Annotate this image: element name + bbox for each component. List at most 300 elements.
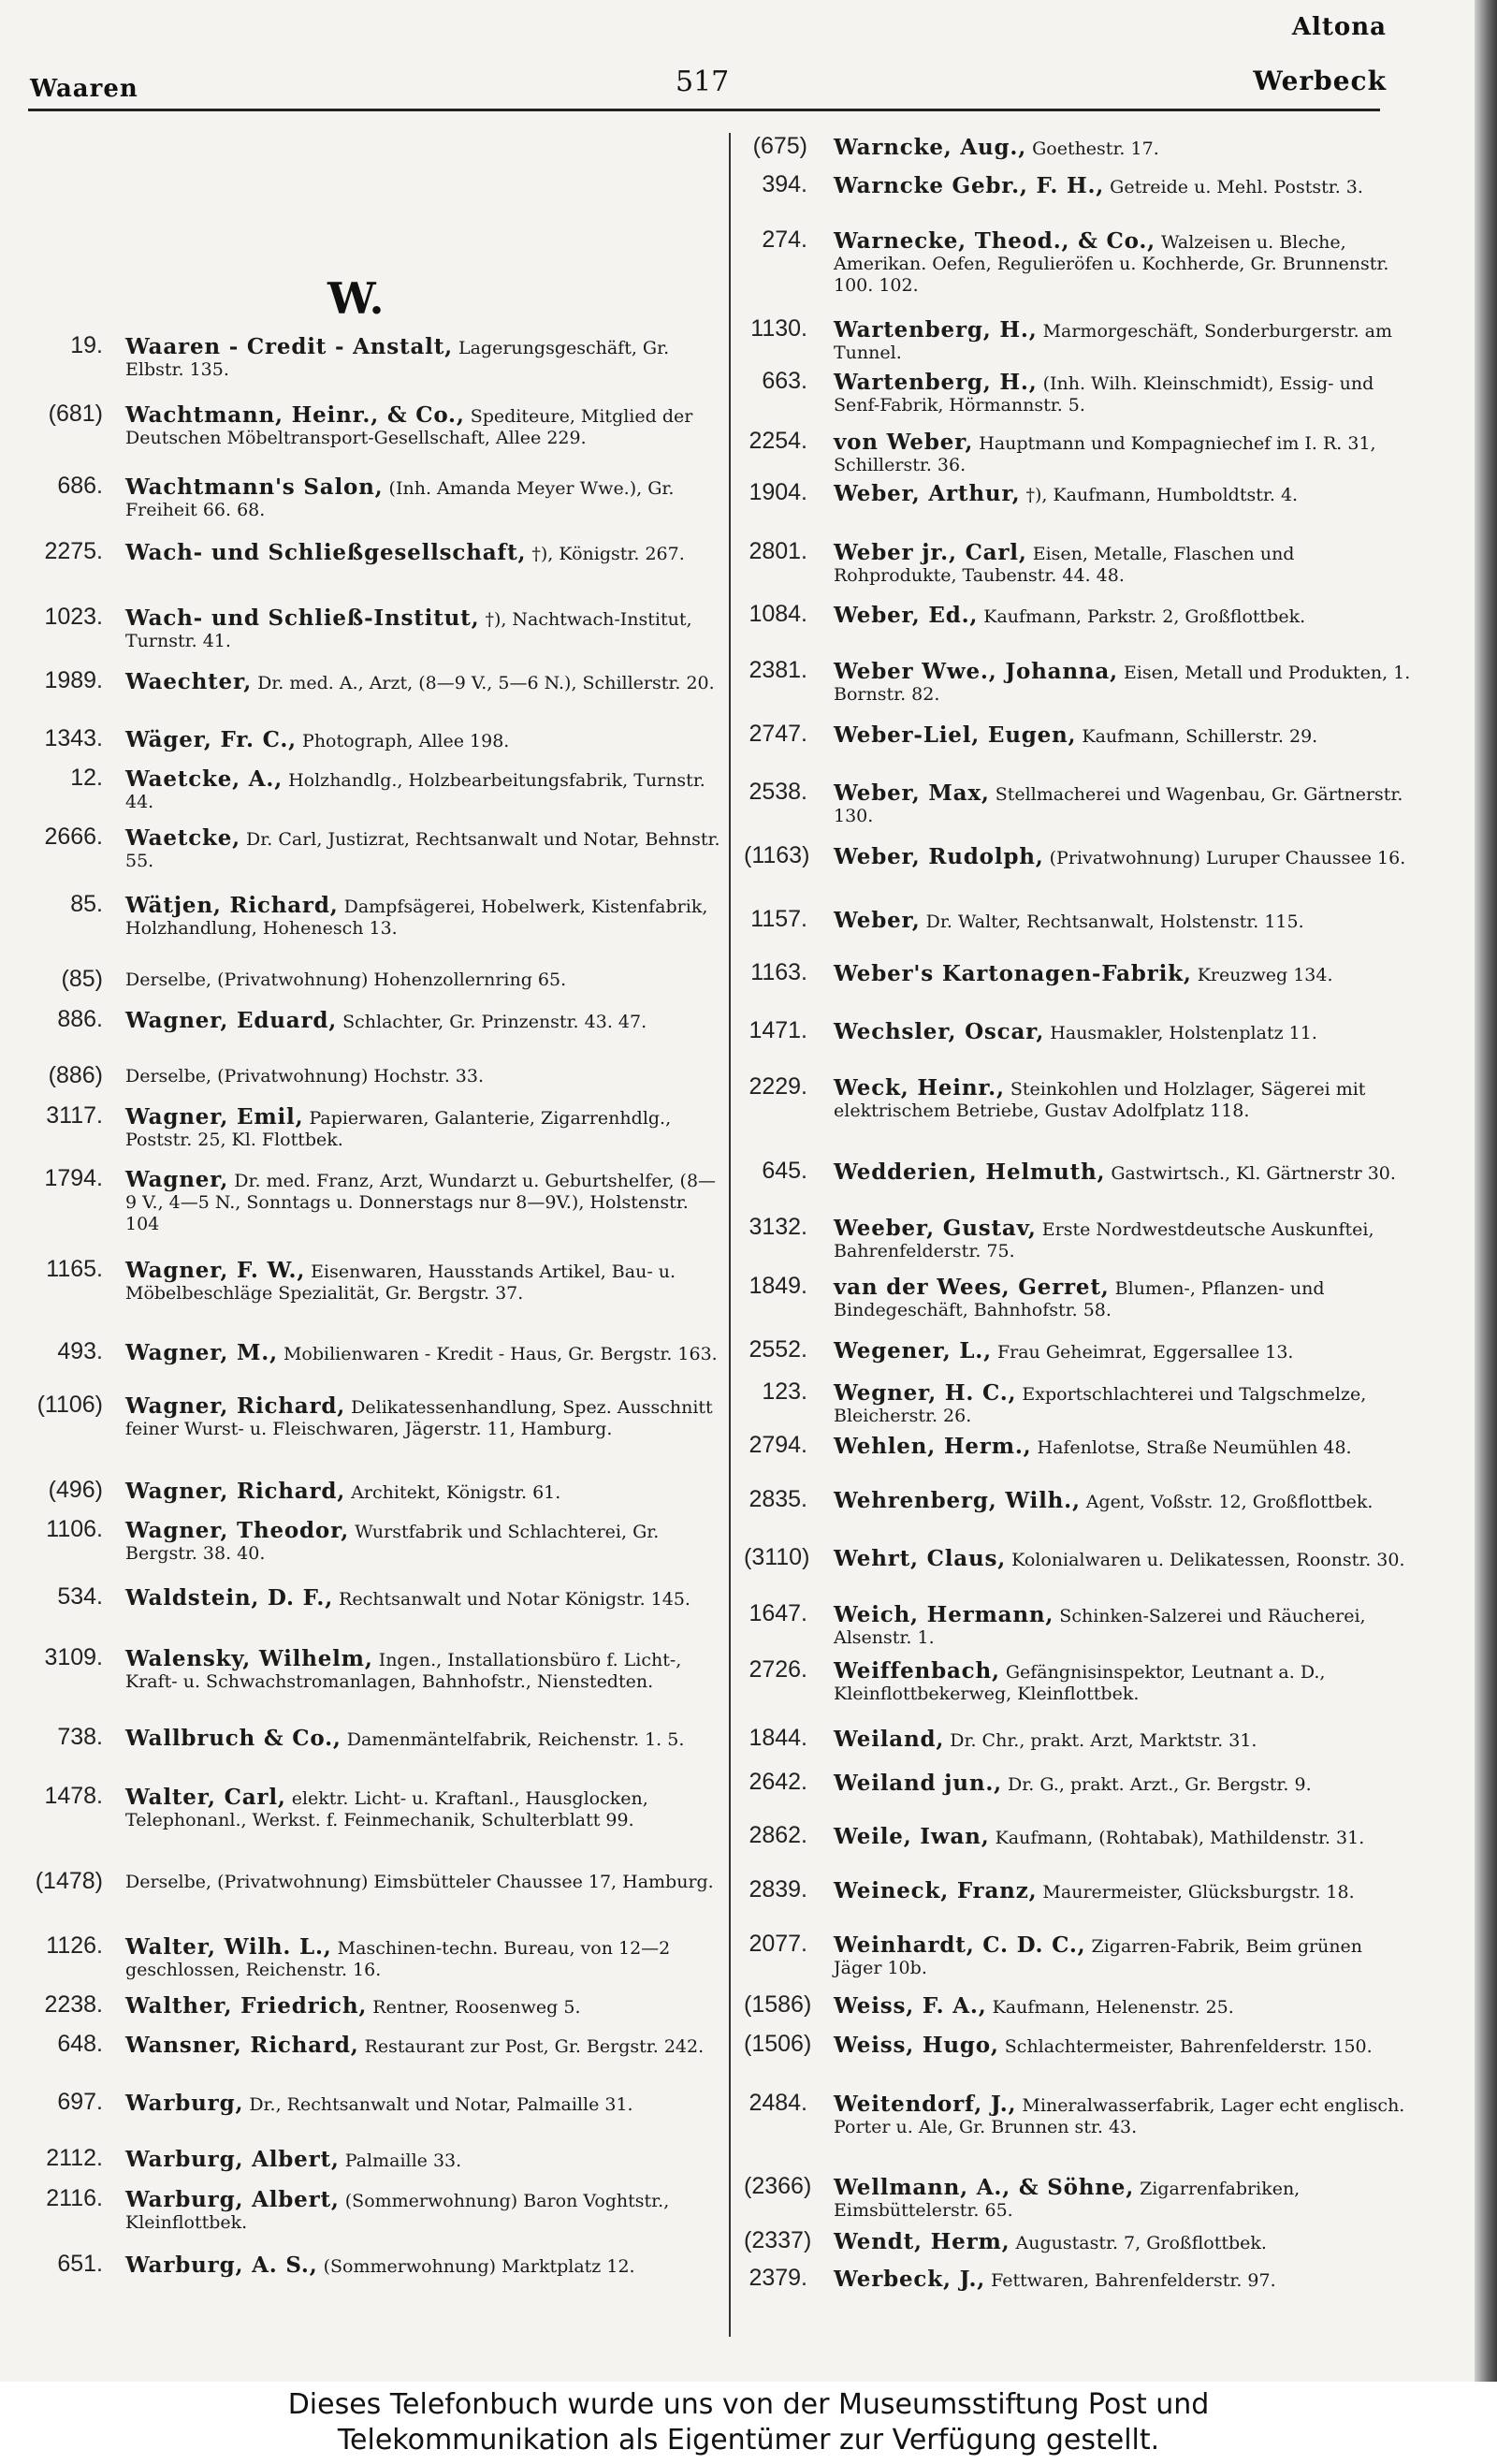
entry-name: Wegener, L.,	[834, 1338, 992, 1363]
entry-name: van der Wees, Gerret,	[834, 1275, 1110, 1300]
entry-details: †), Kaufmann, Humboldtstr. 4.	[1025, 485, 1299, 505]
entry-details: Marmorgeschäft, Sonderburgerstr. am Tunnel.	[834, 321, 1393, 363]
entry-text	[125, 671, 724, 694]
entry-details: (Privatwohnung) Luruper Chaussee 16.	[1049, 848, 1406, 868]
entry-text	[125, 1480, 724, 1504]
entry-details: Frau Geheimrat, Eggersallee 13.	[996, 1342, 1294, 1363]
phone-number: 2642.	[748, 1769, 807, 1795]
entry-text	[834, 230, 1414, 297]
entry-name: Waetcke, A.,	[125, 766, 283, 792]
phone-number: (2366)	[744, 2173, 812, 2199]
header-left-keyword: Waaren	[30, 75, 138, 103]
phone-number: 1130.	[750, 315, 807, 342]
phone-number: (886)	[48, 1062, 103, 1088]
phone-number: 1023.	[44, 604, 103, 630]
directory-entry	[744, 479, 1422, 535]
footer-line-2: Telekommunikation als Eigentümer zur Verfügung gestellt.	[337, 2424, 1160, 2457]
phone-number: 3109.	[44, 1644, 103, 1670]
entry-details: Delikatessenhandlung, Spez. Ausschnitt feiner Wurst- u. Fleischwaren, Jägerstr. 11, Hamburg.	[125, 1397, 713, 1439]
phone-number: (3110)	[744, 1544, 810, 1570]
entry-text	[125, 827, 724, 872]
entry-details: Kaufmann, Parkstr. 2, Großflottbek.	[983, 606, 1306, 627]
entry-text	[834, 1077, 1414, 1122]
directory-entry	[28, 667, 715, 723]
entry-details: Dampfsägerei, Hobelwerk, Kistenfabrik, Holzhandlung, Hohenesch 13.	[125, 897, 708, 939]
entry-name: Wätjen, Richard,	[125, 893, 339, 918]
directory-entry	[744, 601, 1422, 657]
entry-text	[125, 607, 724, 652]
entry-details: Agent, Voßstr. 12, Großflottbek.	[1085, 1492, 1373, 1512]
entry-text	[125, 2034, 724, 2058]
phone-number: 2726.	[748, 1656, 807, 1683]
directory-entry	[744, 428, 1422, 484]
phone-number: 648.	[57, 2031, 103, 2057]
directory-entry	[28, 604, 711, 660]
phone-number: 697.	[57, 2089, 103, 2115]
phone-number: 1478.	[44, 1783, 103, 1809]
entry-name: Wachtmann's Salon,	[125, 474, 384, 500]
entry-text	[834, 1934, 1414, 1979]
phone-number: 651.	[57, 2251, 103, 2277]
entry-details: Blumen-, Pflanzen- und Bindegeschäft, Bahnhofstr. 58.	[834, 1278, 1325, 1320]
entry-details: Gefängnisinspektor, Leutnant a. D., Kleinflottbekerweg, Kleinflottbek.	[834, 1662, 1326, 1704]
entry-text	[834, 605, 1414, 628]
entry-name: Wagner, Richard,	[125, 1479, 346, 1504]
phone-number: 2862.	[748, 1822, 807, 1848]
phone-number: 2794.	[748, 1432, 807, 1458]
entry-text	[125, 1106, 724, 1151]
entry-name: Wagner, Eduard,	[125, 1008, 338, 1033]
entry-text	[125, 2254, 724, 2278]
entry-text	[125, 1395, 724, 1440]
directory-entry	[744, 1600, 1422, 1656]
directory-entry	[744, 1876, 1422, 1932]
entry-name: Weineck, Franz,	[834, 1878, 1038, 1903]
entry-details: Papierwaren, Galanterie, Zigarrenhdlg., Poststr. 25, Kl. Flottbek.	[125, 1108, 672, 1150]
directory-entry	[744, 538, 1422, 594]
entry-name: Walter, Carl,	[125, 1785, 286, 1810]
entry-details: Maschinen-techn. Bureau, von 12—2 geschlossen, Reichenstr. 16.	[125, 1938, 671, 1980]
phone-number: 2747.	[748, 721, 807, 747]
phone-number: 12.	[70, 765, 103, 791]
entry-text	[834, 2034, 1414, 2058]
entry-details: (Inh. Wilh. Kleinschmidt), Essig- und Senf-Fabrik, Hörmannstr. 5.	[834, 373, 1374, 416]
directory-entry	[28, 1165, 717, 1234]
entry-text	[125, 768, 724, 813]
entry-details: Derselbe, (Privatwohnung) Hochstr. 33.	[125, 1066, 484, 1086]
directory-entry	[28, 1724, 711, 1780]
entry-details: Kaufmann, Helenenstr. 25.	[992, 1997, 1234, 2018]
entry-details: Eisenwaren, Hausstands Artikel, Bau- u. Möbelbeschläge Spezialität, Gr. Bergstr. 37.	[125, 1261, 676, 1304]
entry-details: Photograph, Allee 198.	[302, 731, 510, 751]
directory-entry	[28, 1783, 711, 1839]
entry-details: elektr. Licht- u. Kraftanl., Hausglocken, Telephonanl., Werkst. f. Feinmechanik, Schulterblatt 99.	[125, 1788, 648, 1830]
entry-name: Waetcke,	[125, 825, 240, 851]
entry-text	[834, 1217, 1414, 1262]
entry-text	[125, 336, 724, 381]
entry-name: Warncke Gebr., F. H.,	[834, 173, 1105, 198]
entry-name: Wartenberg, H.,	[834, 370, 1038, 395]
entry-name: Walensky, Wilhelm,	[125, 1646, 373, 1671]
entry-details: Kolonialwaren u. Delikatessen, Roonstr. 30.	[1011, 1550, 1405, 1570]
column-divider	[729, 133, 731, 2337]
directory-entry	[744, 721, 1422, 777]
entry-name: Wehlen, Herm.,	[834, 1434, 1032, 1459]
entry-text	[125, 1995, 724, 2019]
entry-details: Derselbe, (Privatwohnung) Hohenzollernring 65.	[125, 970, 567, 990]
entry-name: Weiss, Hugo,	[834, 2033, 999, 2058]
entry-name: Waldstein, D. F.,	[125, 1585, 334, 1611]
entry-text	[834, 1161, 1414, 1185]
entry-details: Goethestr. 17.	[1032, 139, 1159, 159]
footer-note	[0, 2382, 1497, 2464]
directory-entry	[744, 1656, 1422, 1713]
phone-number: 2116.	[46, 2185, 103, 2211]
entry-details: Getreide u. Mehl. Poststr. 3.	[1110, 177, 1363, 197]
entry-text	[125, 895, 724, 940]
entry-text	[125, 1872, 724, 1893]
entry-text	[834, 2177, 1414, 2222]
entry-name: Wegner, H. C.,	[834, 1380, 1017, 1406]
directory-entry	[28, 2089, 711, 2145]
entry-details: Hausmakler, Holstenplatz 11.	[1050, 1023, 1317, 1043]
entry-text	[125, 1260, 724, 1305]
header-city: Altona	[1291, 13, 1387, 41]
phone-number: 123.	[762, 1378, 807, 1405]
entry-text	[834, 661, 1414, 706]
phone-number: (675)	[752, 133, 807, 159]
entry-text	[834, 2268, 1414, 2292]
phone-number: 2835.	[748, 1486, 807, 1512]
entry-name: Wellmann, A., & Söhne,	[834, 2175, 1135, 2200]
entry-details: Maurermeister, Glücksburgstr. 18.	[1042, 1882, 1355, 1903]
phone-number: 493.	[57, 1338, 103, 1364]
entry-name: Walther, Friedrich,	[125, 1993, 368, 2019]
directory-entry	[28, 2031, 711, 2087]
entry-name: Warncke, Aug.,	[834, 135, 1027, 160]
entry-name: Wäger, Fr. C.,	[125, 727, 297, 752]
entry-text	[834, 483, 1414, 506]
entry-details: Zigarrenfabriken, Eimsbüttelerstr. 65.	[834, 2179, 1301, 2221]
phone-number: 3117.	[46, 1102, 103, 1129]
page-edge-shadow	[1475, 0, 1497, 2382]
phone-number: (2337)	[744, 2227, 812, 2253]
entry-name: Weinhardt, C. D. C.,	[834, 1932, 1086, 1958]
directory-entry	[28, 1392, 711, 1448]
directory-entry	[744, 1769, 1422, 1825]
entry-text	[125, 1520, 724, 1565]
directory-entry	[744, 1073, 1422, 1130]
entry-text	[125, 1728, 724, 1751]
entry-name: Weber-Liel, Eugen,	[834, 722, 1077, 748]
directory-entry	[744, 1432, 1422, 1488]
entry-text	[834, 1826, 1414, 1849]
entry-name: Weiland jun.,	[834, 1771, 1002, 1796]
entry-details: Holzhandlg., Holzbearbeitungsfabrik, Turnstr. 44.	[125, 770, 705, 812]
entry-details: Hafenlotse, Straße Neumühlen 48.	[1037, 1437, 1352, 1458]
entry-text	[125, 542, 724, 565]
phone-number: 1849.	[748, 1273, 807, 1299]
phone-number: 1794.	[44, 1165, 103, 1191]
entry-text	[834, 1728, 1414, 1752]
entry-text	[125, 2189, 724, 2234]
entry-name: Wagner, Emil,	[125, 1104, 304, 1130]
entry-details: Eisen, Metalle, Flaschen und Rohprodukte, Taubenstr. 44. 48.	[834, 544, 1295, 586]
section-letter: W.	[327, 273, 385, 324]
entry-name: Walter, Wilh. L.,	[125, 1934, 332, 1960]
header-right-keyword: Werbeck	[1253, 66, 1387, 96]
entry-name: Wehrenberg, Wilh.,	[834, 1488, 1081, 1513]
entry-text	[834, 372, 1414, 416]
entry-text	[834, 1548, 1414, 1571]
entry-name: Wartenberg, H.,	[834, 317, 1038, 343]
phone-number: (1106)	[36, 1392, 103, 1418]
entry-name: Wendt, Herm,	[834, 2229, 1010, 2254]
phone-number: (1506)	[744, 2031, 812, 2057]
entry-details: Spediteure, Mitglied der Deutschen Möbeltransport-Gesellschaft, Allee 229.	[125, 406, 693, 448]
directory-entry	[744, 1378, 1422, 1435]
phone-number: 274.	[762, 226, 807, 253]
entry-text	[834, 2231, 1414, 2254]
phone-number: 886.	[57, 1006, 103, 1032]
entry-name: Weber's Kartonagen-Fabrik,	[834, 961, 1192, 986]
directory-entry	[28, 1102, 711, 1159]
entry-details: Ingen., Installationsbüro f. Licht-, Kraft- u. Schwachstromanlagen, Bahnhofstr., Nienstedten.	[125, 1650, 682, 1692]
page-number: 517	[676, 66, 730, 98]
phone-number: 1343.	[44, 725, 103, 751]
phone-number: 1904.	[748, 479, 807, 505]
entry-name: Waechter,	[125, 669, 253, 694]
entry-name: Wachtmann, Heinr., & Co.,	[125, 402, 465, 428]
entry-details: Architekt, Königstr. 61.	[351, 1482, 561, 1503]
entry-details: Kaufmann, Schillerstr. 29.	[1082, 726, 1318, 747]
phone-number: 1157.	[750, 906, 807, 932]
phone-number: 2229.	[748, 1073, 807, 1100]
entry-name: Wedderien, Helmuth,	[834, 1159, 1106, 1185]
directory-entry	[28, 1583, 711, 1640]
entry-text	[834, 2093, 1414, 2138]
entry-text	[834, 963, 1414, 986]
phone-number: 85.	[70, 891, 103, 917]
directory-entry	[744, 368, 1422, 424]
phone-number: 2077.	[748, 1931, 807, 1957]
directory-entry	[744, 2031, 1422, 2087]
entry-text	[834, 1382, 1414, 1427]
entry-details: (Inh. Amanda Meyer Wwe.), Gr. Freiheit 66. 68.	[125, 478, 675, 520]
entry-details: †), Nachtwach-Institut, Turnstr. 41.	[125, 609, 692, 651]
phone-number: 1989.	[44, 667, 103, 693]
entry-text	[125, 1169, 724, 1235]
phone-number: 19.	[70, 332, 103, 358]
directory-entry	[28, 1256, 711, 1312]
directory-entry	[28, 2251, 711, 2307]
entry-name: Wagner,	[125, 1167, 229, 1192]
entry-details: Exportschlachterei und Talgschmelze, Bleicherstr. 26.	[834, 1384, 1367, 1426]
directory-entry	[744, 1544, 1422, 1600]
entry-details: Augustastr. 7, Großflottbek.	[1015, 2233, 1267, 2253]
phone-number: 1165.	[46, 1256, 103, 1282]
directory-entry	[744, 1486, 1422, 1542]
entry-text	[125, 476, 724, 521]
entry-name: Weber, Arthur,	[834, 481, 1021, 506]
directory-entry	[28, 765, 711, 821]
phone-number: 1844.	[748, 1725, 807, 1751]
phone-number: 645.	[762, 1158, 807, 1184]
directory-entry	[744, 2090, 1422, 2146]
entry-name: Wach- und Schließ-Institut,	[125, 605, 480, 631]
phone-number: 3132.	[748, 1214, 807, 1240]
directory-entry	[744, 171, 1422, 227]
phone-number: 686.	[57, 473, 103, 499]
entry-text	[125, 729, 724, 752]
entry-name: Wagner, Richard,	[125, 1393, 346, 1419]
phone-number: 2238.	[44, 1991, 103, 2018]
phone-number: 2552.	[748, 1336, 807, 1363]
directory-entry	[744, 1931, 1422, 1987]
directory-entry	[744, 226, 1422, 296]
entry-name: Weber jr., Carl,	[834, 540, 1027, 565]
directory-entry	[28, 1868, 714, 1924]
phone-number: 2538.	[748, 779, 807, 805]
entry-details: Steinkohlen und Holzlager, Sägerei mit elektrischem Betriebe, Gustav Adolfplatz 118.	[834, 1079, 1366, 1121]
entry-name: Werbeck, J.,	[834, 2267, 986, 2292]
directory-entry	[744, 1273, 1422, 1329]
entry-text	[125, 2092, 724, 2116]
directory-entry	[28, 824, 720, 880]
entry-name: Weber, Max,	[834, 780, 990, 806]
phone-number: 2254.	[748, 428, 807, 454]
entry-details: Hauptmann und Kompagniechef im I. R. 31, Schillerstr. 36.	[834, 433, 1376, 475]
entry-text	[125, 2149, 724, 2172]
entry-details: Kaufmann, (Rohtabak), Mathildenstr. 31.	[995, 1828, 1365, 1848]
entry-name: Weber, Rudolph,	[834, 844, 1044, 869]
phone-number: 394.	[762, 171, 807, 197]
entry-name: Weiss, F. A.,	[834, 1993, 987, 2019]
directory-entry	[28, 2185, 711, 2241]
entry-name: Warnecke, Theod., & Co.,	[834, 228, 1155, 254]
phone-number: 2381.	[748, 657, 807, 683]
entry-text	[834, 1490, 1414, 1513]
directory-entry	[28, 332, 711, 388]
header-rule	[28, 109, 1380, 111]
entry-name: Warburg, A. S.,	[125, 2253, 318, 2278]
entry-text	[125, 1786, 724, 1831]
entry-text	[834, 910, 1414, 933]
phone-number: 2801.	[748, 538, 807, 564]
entry-text	[834, 542, 1414, 587]
entry-name: Wagner, Theodor,	[125, 1518, 350, 1543]
phone-number: 534.	[57, 1583, 103, 1610]
entry-text	[834, 1604, 1414, 1649]
entry-details: Restaurant zur Post, Gr. Bergstr. 242.	[364, 2036, 705, 2057]
directory-entry	[28, 1006, 711, 1062]
directory-entry	[28, 1644, 711, 1700]
phone-number: 2275.	[44, 538, 103, 564]
entry-text	[125, 970, 724, 991]
phone-number: 2839.	[748, 1876, 807, 1903]
entry-name: Weber,	[834, 908, 921, 933]
directory-entry	[28, 473, 711, 529]
entry-details: Lagerungsgeschäft, Gr. Elbstr. 135.	[125, 338, 670, 380]
entry-name: Weiland,	[834, 1727, 945, 1752]
entry-details: Dr. Chr., prakt. Arzt, Marktstr. 31.	[950, 1730, 1257, 1751]
entry-name: Wechsler, Oscar,	[834, 1019, 1045, 1044]
entry-details: (Sommerwohnung) Marktplatz 12.	[323, 2256, 635, 2277]
directory-entry	[744, 779, 1422, 835]
entry-details: Zigarren-Fabrik, Beim grünen Jäger 10b.	[834, 1936, 1363, 1978]
entry-name: Wansner, Richard,	[125, 2033, 359, 2058]
entry-name: Weber Wwe., Johanna,	[834, 659, 1118, 684]
directory-entry	[744, 959, 1422, 1015]
phone-number: 663.	[762, 368, 807, 394]
entry-name: Weck, Heinr.,	[834, 1075, 1005, 1101]
phone-number: (1163)	[744, 842, 810, 868]
phone-number: 1106.	[46, 1516, 103, 1542]
entry-text	[834, 319, 1414, 364]
footer-line-1: Dieses Telefonbuch wurde uns von der Museumsstiftung Post und	[287, 2388, 1210, 2421]
entry-name: Wagner, M.,	[125, 1340, 278, 1365]
entry-text	[834, 175, 1414, 198]
directory-entry	[28, 1338, 718, 1394]
entry-details: Rechtsanwalt und Notar Königstr. 145.	[339, 1589, 690, 1610]
phone-number: 2666.	[44, 824, 103, 850]
entry-text	[834, 1772, 1414, 1796]
phone-number: (1586)	[744, 1991, 812, 2018]
phone-number: (1478)	[35, 1868, 103, 1894]
entry-details: Mobilienwaren - Kredit - Haus, Gr. Bergstr. 163.	[283, 1344, 718, 1364]
directory-entry	[28, 1932, 711, 1989]
entry-name: Weitendorf, J.,	[834, 2092, 1017, 2117]
entry-details: Dr. Carl, Justizrat, Rechtsanwalt und Notar, Behnstr. 55.	[125, 829, 720, 871]
phone-number: 1647.	[748, 1600, 807, 1626]
phone-number: (85)	[61, 966, 103, 992]
directory-entry	[744, 1017, 1422, 1073]
directory-entry	[28, 401, 711, 457]
directory-entry	[744, 2173, 1422, 2229]
entry-details: Dr. Walter, Rechtsanwalt, Holstenstr. 115.	[925, 911, 1304, 932]
entry-name: Wagner, F. W.,	[125, 1258, 306, 1283]
entry-text	[834, 1021, 1414, 1044]
entry-details: †), Königstr. 267.	[531, 544, 685, 564]
phone-number: (496)	[48, 1477, 103, 1503]
entry-details: Fettwaren, Bahrenfelderstr. 97.	[991, 2270, 1276, 2291]
phone-number: 1471.	[748, 1017, 807, 1043]
entry-name: Warburg, Albert,	[125, 2187, 340, 2212]
entry-name: Weile, Iwan,	[834, 1824, 990, 1849]
entry-details: Palmaille 33.	[344, 2151, 462, 2171]
directory-entry	[28, 538, 711, 594]
phone-number: 2484.	[748, 2090, 807, 2116]
entry-details: Walzeisen u. Bleche, Amerikan. Oefen, Regulieröfen u. Kochherde, Gr. Brunnenstr. 100. 102.	[834, 232, 1389, 296]
phone-number: 1163.	[750, 959, 807, 985]
phone-number: (681)	[48, 401, 103, 427]
entry-text	[125, 1587, 724, 1611]
directory-entry	[744, 657, 1422, 713]
entry-text	[834, 1436, 1414, 1459]
entry-details: (Sommerwohnung) Baron Voghtstr., Kleinflottbek.	[125, 2191, 670, 2233]
entry-details: Dr. med. Franz, Arzt, Wundarzt u. Geburtshelfer, (8—9 V., 4—5 N., Sonntags u. Donnerstags nur 8—9V.), Holstenstr. 104	[125, 1171, 717, 1234]
entry-name: von Weber,	[834, 430, 974, 455]
directory-entry	[744, 1158, 1422, 1214]
entry-name: Weber, Ed.,	[834, 603, 979, 628]
directory-entry	[28, 1516, 711, 1572]
phone-number: 2112.	[46, 2145, 103, 2171]
entry-text	[125, 1342, 724, 1365]
entry-details: Schinken-Salzerei und Räucherei, Alsenstr. 1.	[834, 1606, 1366, 1648]
entry-text	[834, 846, 1414, 869]
entry-text	[834, 1276, 1414, 1321]
entry-name: Waaren - Credit - Anstalt,	[125, 334, 453, 359]
